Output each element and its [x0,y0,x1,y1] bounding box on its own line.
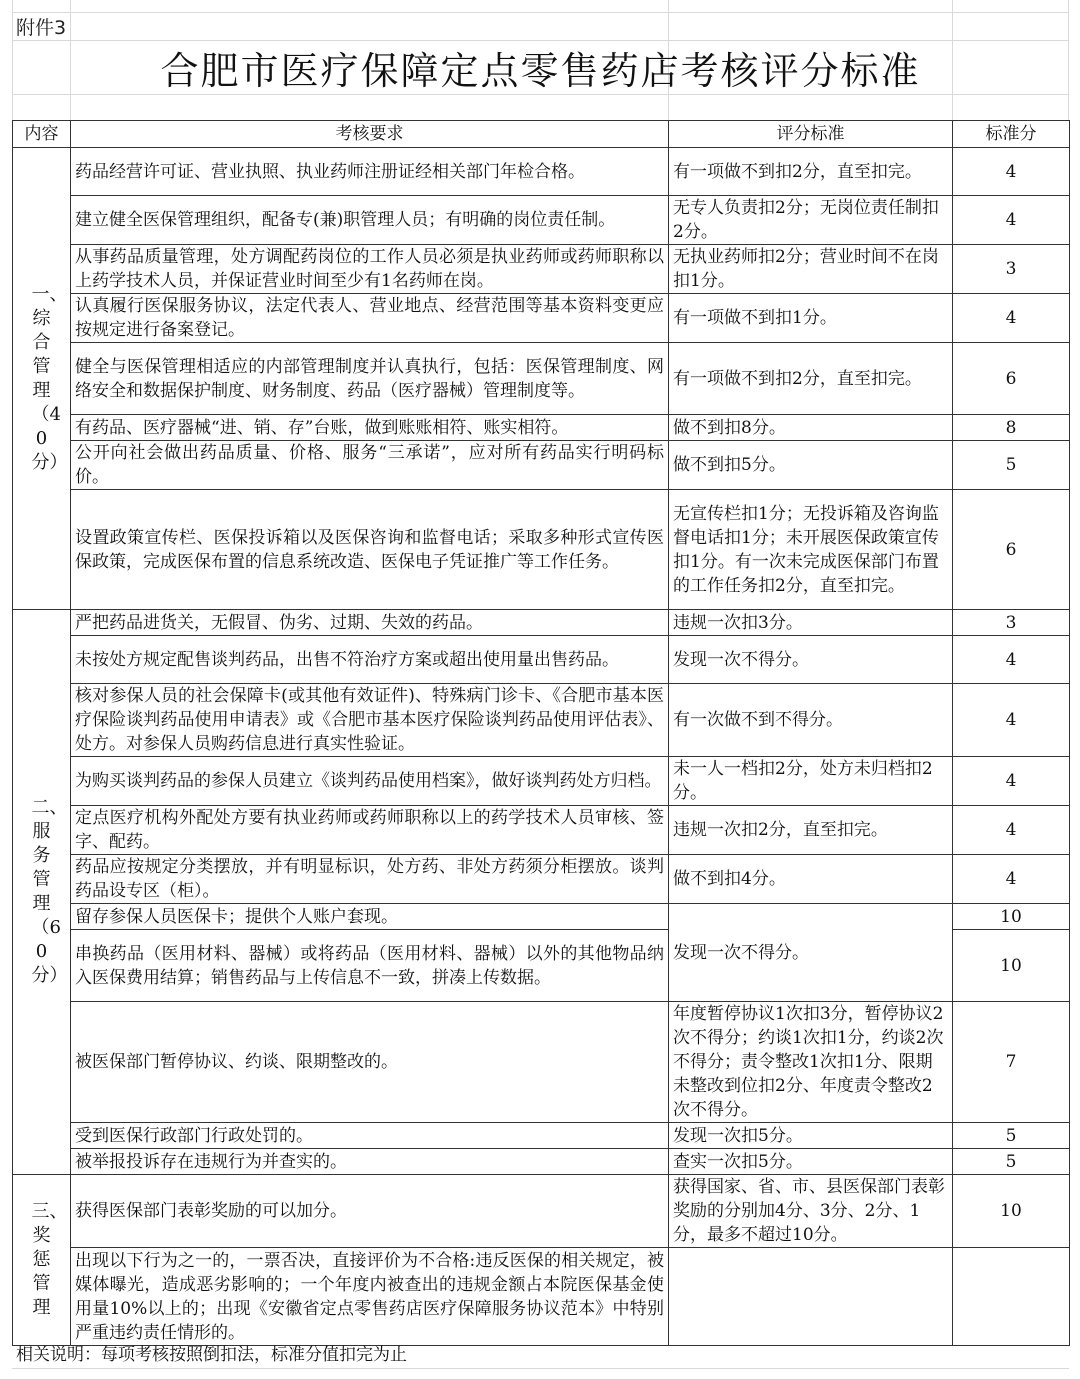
criteria-cell: 年度暂停协议1次扣3分，暂停协议2次不得分；约谈1次扣1分，约谈2次不得分；责令整改1次扣1分、限期未整改到位扣2分、年度责令整改2次不得分。 [669,1002,953,1123]
points-cell: 4 [953,196,1070,245]
table-row [13,757,1070,806]
criteria-cell: 未一人一档扣2分，处方未归档扣2分。 [669,757,953,806]
table-row [13,1175,1070,1248]
section-cell [13,1175,71,1346]
page-title: 合肥市医疗保障定点零售药店考核评分标准 [160,49,921,93]
requirement-cell: 设置政策宣传栏、医保投诉箱以及医保咨询和监督电话；采取多种形式宣传医保政策，完成医保布置的信息系统改造、医保电子凭证推广等工作任务。 [71,490,669,610]
points-cell: 6 [953,343,1070,415]
criteria-cell: 发现一次不得分。 [669,904,953,1002]
section-label: 一、综合管理（40分） [31,283,68,473]
points-cell: 8 [953,415,1070,441]
points-cell: 4 [953,684,1070,757]
points-cell: 6 [953,490,1070,610]
scoring-table [12,120,1070,1346]
points-cell [953,1248,1070,1346]
table-row [13,636,1070,684]
criteria-cell: 有一次做不到不得分。 [669,684,953,757]
table-row [13,415,1070,441]
points-cell: 10 [953,904,1070,930]
points-cell: 3 [953,245,1070,294]
requirement-cell: 建立健全医保管理组织，配备专(兼)职管理人员；有明确的岗位责任制。 [71,196,669,245]
criteria-cell: 无执业药师扣2分；营业时间不在岗扣1分。 [669,245,953,294]
table-row [13,610,1070,636]
table-row [13,196,1070,245]
attachment-label: 附件3 [16,17,67,39]
criteria-cell: 获得国家、省、市、县医保部门表彰奖励的分别加4分、3分、2分、1分，最多不超过10分。 [669,1175,953,1248]
section-cell [13,148,71,610]
requirement-cell: 药品应按规定分类摆放，并有明显标识，处方药、非处方药须分柜摆放。谈判药品设专区（柜）。 [71,855,669,904]
criteria-cell [669,1248,953,1346]
requirement-cell: 留存参保人员医保卡；提供个人账户套现。 [71,904,669,930]
points-cell: 5 [953,1149,1070,1175]
points-cell: 4 [953,855,1070,904]
criteria-cell: 有一项做不到扣2分，直至扣完。 [669,343,953,415]
criteria-cell: 查实一次扣5分。 [669,1149,953,1175]
criteria-cell: 做不到扣5分。 [669,441,953,490]
footnote: 相关说明：每项考核按照倒扣法，标准分值扣完为止 [16,1345,407,1365]
table-row [13,1248,1070,1346]
points-cell: 4 [953,294,1070,343]
points-cell: 4 [953,636,1070,684]
grid-line [12,40,1069,41]
points-cell: 10 [953,1175,1070,1248]
criteria-cell: 无专人负责扣2分；无岗位责任制扣2分。 [669,196,953,245]
points-cell: 4 [953,148,1070,196]
table-row [13,684,1070,757]
table-row [13,855,1070,904]
header-content: 内容 [13,121,71,148]
requirement-cell: 认真履行医保服务协议，法定代表人、营业地点、经营范围等基本资料变更应按规定进行备案登记。 [71,294,669,343]
header-requirement: 考核要求 [71,121,669,148]
table-row [13,1149,1070,1175]
points-cell: 10 [953,930,1070,1002]
table-row [13,1002,1070,1123]
points-cell: 5 [953,441,1070,490]
table-row [13,148,1070,196]
table-row [13,490,1070,610]
requirement-cell: 定点医疗机构外配处方要有执业药师或药师职称以上的药学技术人员审核、签字、配药。 [71,806,669,855]
requirement-cell: 核对参保人员的社会保障卡(或其他有效证件)、特殊病门诊卡、《合肥市基本医疗保险谈判药品使用申请表》或《合肥市基本医疗保险谈判药品使用评估表》、处方。对参保人员购药信息进行真实性验证。 [71,684,669,757]
requirement-cell: 被举报投诉存在违规行为并查实的。 [71,1149,669,1175]
points-cell: 4 [953,757,1070,806]
requirement-cell: 未按处方规定配售谈判药品，出售不符治疗方案或超出使用量出售药品。 [71,636,669,684]
requirement-cell: 串换药品（医用材料、器械）或将药品（医用材料、器械）以外的其他物品纳入医保费用结算；销售药品与上传信息不一致，拼凑上传数据。 [71,930,669,1002]
criteria-cell: 有一项做不到扣2分，直至扣完。 [669,148,953,196]
grid-line [12,1368,1069,1369]
criteria-cell: 做不到扣8分。 [669,415,953,441]
table-row [13,294,1070,343]
section-cell [13,610,71,1175]
table-header-row [13,121,1070,148]
points-cell: 7 [953,1002,1070,1123]
criteria-cell: 违规一次扣2分，直至扣完。 [669,806,953,855]
requirement-cell: 有药品、医疗器械“进、销、存”台账，做到账账相符、账实相符。 [71,415,669,441]
header-points: 标准分 [953,121,1070,148]
points-cell: 5 [953,1123,1070,1149]
section-label: 二、服务管理（60分） [31,797,68,986]
table-row [13,441,1070,490]
points-cell: 4 [953,806,1070,855]
criteria-cell: 违规一次扣3分。 [669,610,953,636]
points-cell: 3 [953,610,1070,636]
criteria-cell: 做不到扣4分。 [669,855,953,904]
requirement-cell: 公开向社会做出药品质量、价格、服务“三承诺”，应对所有药品实行明码标价。 [71,441,669,490]
requirement-cell: 健全与医保管理相适应的内部管理制度并认真执行，包括：医保管理制度、网络安全和数据保护制度、财务制度、药品（医疗器械）管理制度等。 [71,343,669,415]
requirement-cell: 药品经营许可证、营业执照、执业药师注册证经相关部门年检合格。 [71,148,669,196]
table-row [13,343,1070,415]
criteria-cell: 发现一次扣5分。 [669,1123,953,1149]
requirement-cell: 为购买谈判药品的参保人员建立《谈判药品使用档案》，做好谈判药处方归档。 [71,757,669,806]
requirement-cell: 受到医保行政部门行政处罚的。 [71,1123,669,1149]
grid-line [12,12,1069,13]
table-row [13,904,1070,930]
requirement-cell: 出现以下行为之一的，一票否决，直接评价为不合格:违反医保的相关规定，被媒体曝光，造成恶劣影响的；一个年度内被查出的违规金额占本院医保基金使用量10%以上的；出现《安徽省定点零售药店医疗保障服务协议范本》中特别严重违约责任情形的。 [71,1248,669,1346]
requirement-cell: 被医保部门暂停协议、约谈、限期整改的。 [71,1002,669,1123]
table-row [13,1123,1070,1149]
criteria-cell: 发现一次不得分。 [669,636,953,684]
requirement-cell: 从事药品质量管理，处方调配药岗位的工作人员必须是执业药师或药师职称以上药学技术人员，并保证营业时间至少有1名药师在岗。 [71,245,669,294]
requirement-cell: 获得医保部门表彰奖励的可以加分。 [71,1175,669,1248]
section-label: 三、奖惩管理 [31,1201,68,1318]
requirement-cell: 严把药品进货关，无假冒、伪劣、过期、失效的药品。 [71,610,669,636]
criteria-cell: 无宣传栏扣1分；无投诉箱及咨询监督电话扣1分；未开展医保政策宣传扣1分。有一次未完成医保部门布置的工作任务扣2分，直至扣完。 [669,490,953,610]
header-criteria: 评分标准 [669,121,953,148]
criteria-cell: 有一项做不到扣1分。 [669,294,953,343]
table-row [13,806,1070,855]
table-row [13,245,1070,294]
